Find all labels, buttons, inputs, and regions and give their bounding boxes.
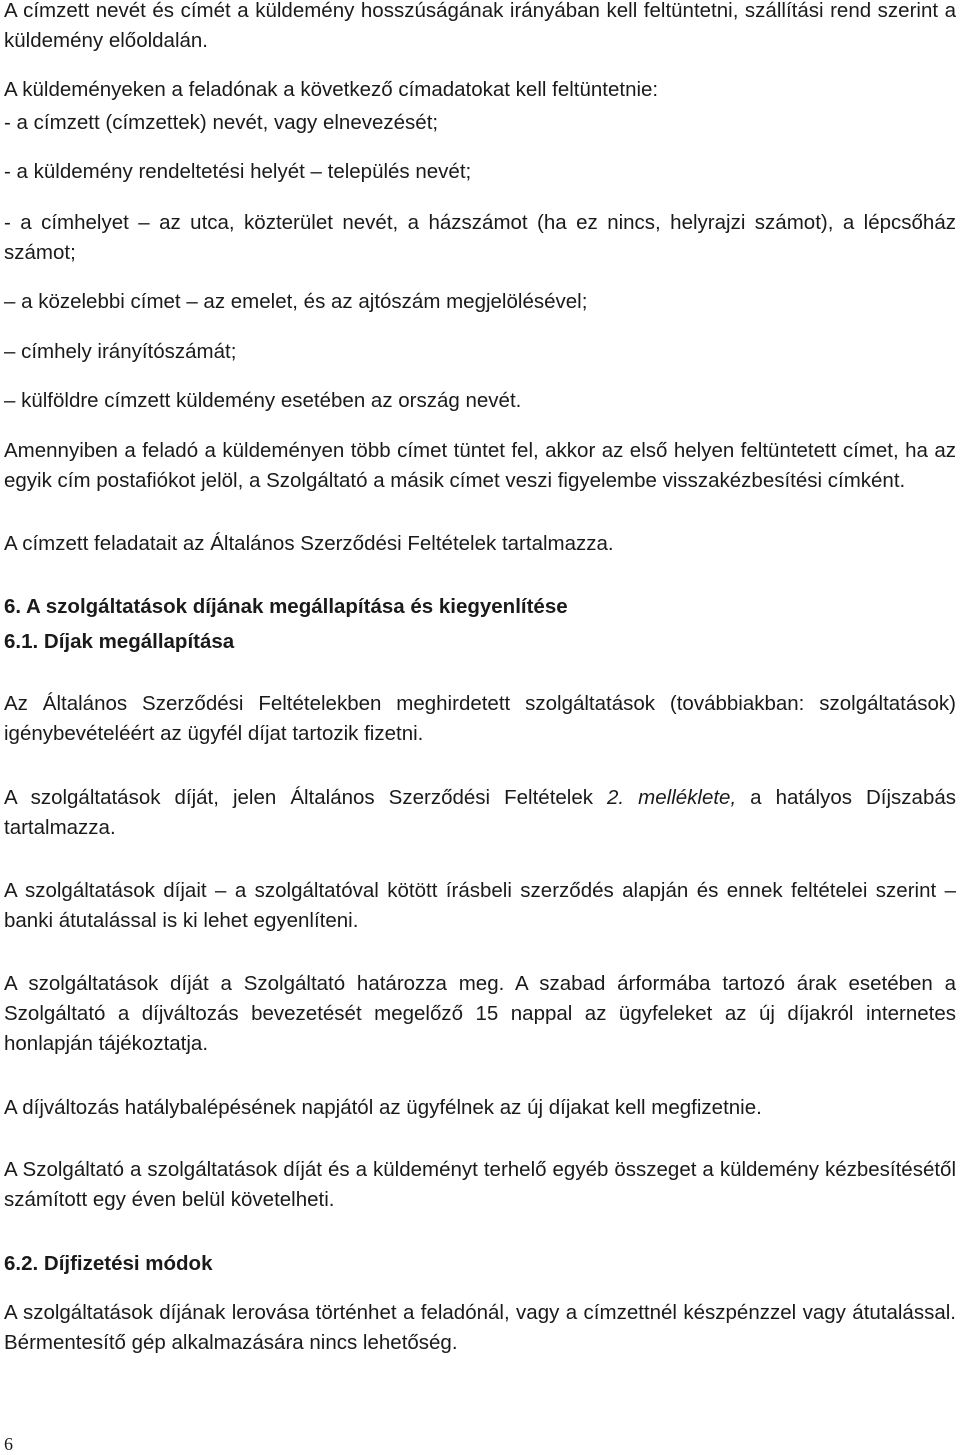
list-item: - a küldemény rendeltetési helyét – település nevét;: [4, 160, 472, 183]
page-number: 6: [4, 1434, 13, 1454]
paragraph-fee-obligation: Az Általános Szerződési Feltételekben meghirdetett szolgáltatások (továbbiakban: szolgáltatások) igénybevételéért az ügyfél díjat tartozik fizetni.: [4, 692, 956, 745]
list-item: - a címhelyet – az utca, közterület nevét, a házszámot (ha ez nincs, helyrajzi számot), a lépcsőház számot;: [4, 211, 956, 264]
fee-schedule-text: A szolgáltatások díját, jelen Általános Szerződési Feltételek: [4, 786, 608, 809]
paragraph-effective-date: A díjváltozás hatálybalépésének napjától az ügyfélnek az új díjakat kell megfizetnie.: [4, 1096, 762, 1119]
paragraph-fee-changes: A szolgáltatások díját a Szolgáltató határozza meg. A szabad árformába tartozó árak esetében a Szolgáltató a díjváltozás bevezetését megelőző 15 nappal az ügyfeleket az új díjakról internetes honlapján tájékoztatja.: [4, 972, 956, 1055]
list-item: – külföldre címzett küldemény esetében az ország nevét.: [4, 389, 522, 412]
annex-reference: 2. melléklete,: [607, 786, 737, 809]
fee-schedule-text-end: a hatályos Díjszabás tartalmazza.: [4, 786, 957, 839]
paragraph-multiple-addresses: Amennyiben a feladó a küldeményen több címet tüntet fel, akkor az első helyen feltüntetett címet, ha az egyik cím postafiókot jelöl, a Szolgáltató a másik címet veszi figyelembe visszakézbesítési címként.: [4, 439, 956, 492]
section-heading: 6. A szolgáltatások díjának megállapítása és kiegyenlítése: [4, 595, 568, 618]
paragraph-address-direction: A címzett nevét és címét a küldemény hosszúságának irányában kell feltüntetni, szállítási rend szerint a küldemény előoldalán.: [4, 0, 956, 52]
subsection-heading-fees: 6.1. Díjak megállapítása: [4, 630, 235, 653]
list-item: - a címzett (címzettek) nevét, vagy elnevezését;: [4, 111, 439, 134]
subsection-heading-payment-methods: 6.2. Díjfizetési módok: [4, 1252, 213, 1275]
paragraph-fee-schedule: [4, 783, 956, 843]
paragraph-payment-methods: A szolgáltatások díjának lerovása történhet a feladónál, vagy a címzettnél készpénzzel vagy átutalással. Bérmentesítő gép alkalmazására nincs lehetőség.: [4, 1301, 956, 1354]
paragraph-claim-period: A Szolgáltató a szolgáltatások díját és a küldeményt terhelő egyéb összeget a küldemény kézbesítésétől számított egy éven belül követelheti.: [4, 1158, 956, 1211]
list-item: – a közelebbi címet – az emelet, és az ajtószám megjelölésével;: [4, 290, 588, 313]
paragraph-bank-transfer: A szolgáltatások díjait – a szolgáltatóval kötött írásbeli szerződés alapján és ennek feltételei szerint – banki átutalással is ki lehet egyenlíteni.: [4, 879, 956, 932]
paragraph-recipient-duties: A címzett feladatait az Általános Szerződési Feltételek tartalmazza.: [4, 532, 614, 555]
list-item: – címhely irányítószámát;: [4, 340, 237, 363]
paragraph-address-data-lead: A küldeményeken a feladónak a következő címadatokat kell feltüntetnie:: [4, 78, 659, 101]
